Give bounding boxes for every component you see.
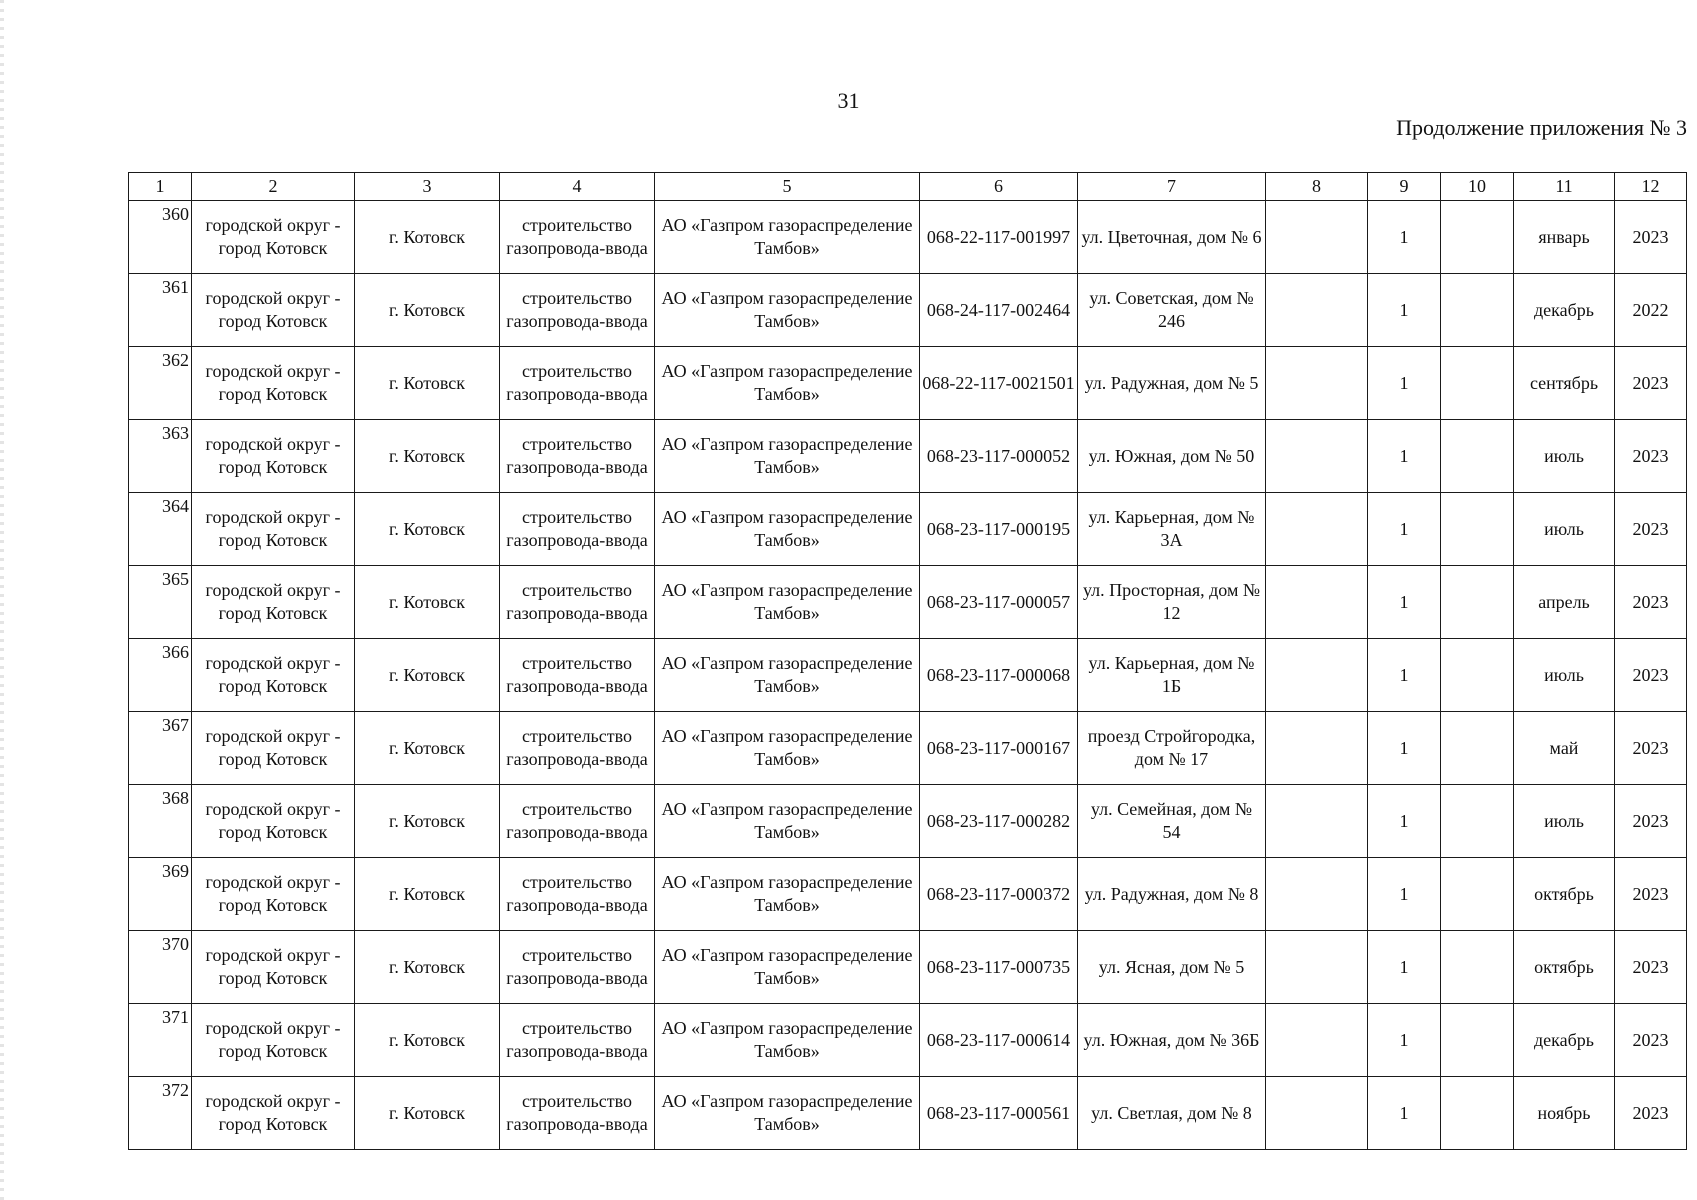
city-cell: г. Котовск <box>355 493 500 566</box>
row-number: 361 <box>129 274 192 347</box>
month-cell: июль <box>1514 639 1615 712</box>
quantity-cell: 1 <box>1368 347 1441 420</box>
registration-code-cell: 068-23-117-000561 <box>920 1077 1078 1150</box>
year-cell: 2023 <box>1615 493 1687 566</box>
work-type-cell: строительство газопровода-ввода <box>500 347 655 420</box>
year-cell: 2023 <box>1615 1077 1687 1150</box>
district-cell: городской округ - город Котовск <box>192 347 355 420</box>
column-10-cell <box>1441 639 1514 712</box>
month-cell: октябрь <box>1514 931 1615 1004</box>
table-row <box>129 639 1687 712</box>
address-cell: ул. Южная, дом № 36Б <box>1078 1004 1266 1077</box>
year-cell: 2023 <box>1615 785 1687 858</box>
organization-cell: АО «Газпром газораспределение Тамбов» <box>655 785 920 858</box>
work-type-cell: строительство газопровода-ввода <box>500 566 655 639</box>
organization-cell: АО «Газпром газораспределение Тамбов» <box>655 566 920 639</box>
table-row <box>129 858 1687 931</box>
quantity-cell: 1 <box>1368 201 1441 274</box>
organization-cell: АО «Газпром газораспределение Тамбов» <box>655 931 920 1004</box>
district-cell: городской округ - город Котовск <box>192 858 355 931</box>
address-cell: ул. Советская, дом № 246 <box>1078 274 1266 347</box>
column-8-cell <box>1266 347 1368 420</box>
work-type-cell: строительство газопровода-ввода <box>500 1004 655 1077</box>
organization-cell: АО «Газпром газораспределение Тамбов» <box>655 639 920 712</box>
column-10-cell <box>1441 1004 1514 1077</box>
quantity-cell: 1 <box>1368 420 1441 493</box>
year-cell: 2023 <box>1615 712 1687 785</box>
month-cell: декабрь <box>1514 274 1615 347</box>
district-cell: городской округ - город Котовск <box>192 639 355 712</box>
work-type-cell: строительство газопровода-ввода <box>500 931 655 1004</box>
month-cell: ноябрь <box>1514 1077 1615 1150</box>
district-cell: городской округ - город Котовск <box>192 931 355 1004</box>
city-cell: г. Котовск <box>355 931 500 1004</box>
month-cell: июль <box>1514 420 1615 493</box>
column-8-cell <box>1266 712 1368 785</box>
work-type-cell: строительство газопровода-ввода <box>500 785 655 858</box>
registration-code-cell: 068-23-117-000195 <box>920 493 1078 566</box>
city-cell: г. Котовск <box>355 712 500 785</box>
table-row <box>129 566 1687 639</box>
city-cell: г. Котовск <box>355 785 500 858</box>
col-header-12: 12 <box>1615 173 1687 201</box>
column-8-cell <box>1266 931 1368 1004</box>
row-number: 367 <box>129 712 192 785</box>
row-number: 360 <box>129 201 192 274</box>
column-10-cell <box>1441 785 1514 858</box>
address-cell: ул. Светлая, дом № 8 <box>1078 1077 1266 1150</box>
row-number: 365 <box>129 566 192 639</box>
work-type-cell: строительство газопровода-ввода <box>500 420 655 493</box>
organization-cell: АО «Газпром газораспределение Тамбов» <box>655 858 920 931</box>
city-cell: г. Котовск <box>355 1077 500 1150</box>
row-number: 366 <box>129 639 192 712</box>
district-cell: городской округ - город Котовск <box>192 1004 355 1077</box>
address-cell: ул. Радужная, дом № 5 <box>1078 347 1266 420</box>
table-row <box>129 712 1687 785</box>
work-type-cell: строительство газопровода-ввода <box>500 639 655 712</box>
gas-connection-table <box>128 172 1687 1150</box>
organization-cell: АО «Газпром газораспределение Тамбов» <box>655 274 920 347</box>
work-type-cell: строительство газопровода-ввода <box>500 493 655 566</box>
column-10-cell <box>1441 347 1514 420</box>
col-header-8: 8 <box>1266 173 1368 201</box>
district-cell: городской округ - город Котовск <box>192 274 355 347</box>
month-cell: июль <box>1514 785 1615 858</box>
scan-edge <box>0 0 4 1200</box>
year-cell: 2022 <box>1615 274 1687 347</box>
col-header-2: 2 <box>192 173 355 201</box>
row-number: 370 <box>129 931 192 1004</box>
year-cell: 2023 <box>1615 931 1687 1004</box>
year-cell: 2023 <box>1615 858 1687 931</box>
work-type-cell: строительство газопровода-ввода <box>500 201 655 274</box>
city-cell: г. Котовск <box>355 639 500 712</box>
table-row <box>129 1077 1687 1150</box>
month-cell: декабрь <box>1514 1004 1615 1077</box>
col-header-3: 3 <box>355 173 500 201</box>
work-type-cell: строительство газопровода-ввода <box>500 274 655 347</box>
row-number: 369 <box>129 858 192 931</box>
column-8-cell <box>1266 493 1368 566</box>
quantity-cell: 1 <box>1368 639 1441 712</box>
column-8-cell <box>1266 785 1368 858</box>
address-cell: ул. Южная, дом № 50 <box>1078 420 1266 493</box>
organization-cell: АО «Газпром газораспределение Тамбов» <box>655 1004 920 1077</box>
table-row <box>129 201 1687 274</box>
city-cell: г. Котовск <box>355 858 500 931</box>
organization-cell: АО «Газпром газораспределение Тамбов» <box>655 493 920 566</box>
col-header-4: 4 <box>500 173 655 201</box>
quantity-cell: 1 <box>1368 931 1441 1004</box>
table-row <box>129 785 1687 858</box>
column-10-cell <box>1441 493 1514 566</box>
quantity-cell: 1 <box>1368 493 1441 566</box>
quantity-cell: 1 <box>1368 566 1441 639</box>
month-cell: апрель <box>1514 566 1615 639</box>
city-cell: г. Котовск <box>355 1004 500 1077</box>
table-row <box>129 420 1687 493</box>
registration-code-cell: 068-23-117-000057 <box>920 566 1078 639</box>
column-8-cell <box>1266 201 1368 274</box>
city-cell: г. Котовск <box>355 274 500 347</box>
column-8-cell <box>1266 420 1368 493</box>
work-type-cell: строительство газопровода-ввода <box>500 1077 655 1150</box>
column-8-cell <box>1266 274 1368 347</box>
column-number-row <box>129 173 1687 201</box>
district-cell: городской округ - город Котовск <box>192 201 355 274</box>
quantity-cell: 1 <box>1368 1004 1441 1077</box>
row-number: 371 <box>129 1004 192 1077</box>
address-cell: ул. Радужная, дом № 8 <box>1078 858 1266 931</box>
organization-cell: АО «Газпром газораспределение Тамбов» <box>655 420 920 493</box>
quantity-cell: 1 <box>1368 858 1441 931</box>
column-8-cell <box>1266 639 1368 712</box>
quantity-cell: 1 <box>1368 1077 1441 1150</box>
district-cell: городской округ - город Котовск <box>192 420 355 493</box>
quantity-cell: 1 <box>1368 712 1441 785</box>
column-10-cell <box>1441 420 1514 493</box>
year-cell: 2023 <box>1615 566 1687 639</box>
month-cell: май <box>1514 712 1615 785</box>
district-cell: городской округ - город Котовск <box>192 566 355 639</box>
address-cell: проезд Стройгородка, дом № 17 <box>1078 712 1266 785</box>
table-row <box>129 931 1687 1004</box>
month-cell: январь <box>1514 201 1615 274</box>
organization-cell: АО «Газпром газораспределение Тамбов» <box>655 347 920 420</box>
city-cell: г. Котовск <box>355 201 500 274</box>
col-header-9: 9 <box>1368 173 1441 201</box>
address-cell: ул. Цветочная, дом № 6 <box>1078 201 1266 274</box>
col-header-10: 10 <box>1441 173 1514 201</box>
year-cell: 2023 <box>1615 420 1687 493</box>
page-number: 31 <box>837 88 860 113</box>
registration-code-cell: 068-23-117-000052 <box>920 420 1078 493</box>
work-type-cell: строительство газопровода-ввода <box>500 858 655 931</box>
year-cell: 2023 <box>1615 639 1687 712</box>
row-number: 364 <box>129 493 192 566</box>
registration-code-cell: 068-23-117-000167 <box>920 712 1078 785</box>
table-row <box>129 1004 1687 1077</box>
column-10-cell <box>1441 566 1514 639</box>
organization-cell: АО «Газпром газораспределение Тамбов» <box>655 1077 920 1150</box>
registration-code-cell: 068-23-117-000735 <box>920 931 1078 1004</box>
column-10-cell <box>1441 274 1514 347</box>
column-8-cell <box>1266 566 1368 639</box>
registration-code-cell: 068-23-117-000372 <box>920 858 1078 931</box>
year-cell: 2023 <box>1615 347 1687 420</box>
column-10-cell <box>1441 712 1514 785</box>
district-cell: городской округ - город Котовск <box>192 493 355 566</box>
column-10-cell <box>1441 858 1514 931</box>
district-cell: городской округ - город Котовск <box>192 712 355 785</box>
registration-code-cell: 068-23-117-000068 <box>920 639 1078 712</box>
address-cell: ул. Карьерная, дом № 3А <box>1078 493 1266 566</box>
registration-code-cell: 068-22-117-001997 <box>920 201 1078 274</box>
month-cell: сентябрь <box>1514 347 1615 420</box>
col-header-7: 7 <box>1078 173 1266 201</box>
column-8-cell <box>1266 1004 1368 1077</box>
address-cell: ул. Семейная, дом № 54 <box>1078 785 1266 858</box>
address-cell: ул. Ясная, дом № 5 <box>1078 931 1266 1004</box>
registration-code-cell: 068-24-117-002464 <box>920 274 1078 347</box>
year-cell: 2023 <box>1615 1004 1687 1077</box>
address-cell: ул. Просторная, дом № 12 <box>1078 566 1266 639</box>
city-cell: г. Котовск <box>355 566 500 639</box>
table-row <box>129 347 1687 420</box>
organization-cell: АО «Газпром газораспределение Тамбов» <box>655 712 920 785</box>
table-body <box>129 201 1687 1150</box>
work-type-cell: строительство газопровода-ввода <box>500 712 655 785</box>
col-header-5: 5 <box>655 173 920 201</box>
city-cell: г. Котовск <box>355 420 500 493</box>
col-header-6: 6 <box>920 173 1078 201</box>
table-row <box>129 493 1687 566</box>
city-cell: г. Котовск <box>355 347 500 420</box>
column-10-cell <box>1441 931 1514 1004</box>
registration-code-cell: 068-22-117-0021501 <box>920 347 1078 420</box>
year-cell: 2023 <box>1615 201 1687 274</box>
quantity-cell: 1 <box>1368 785 1441 858</box>
appendix-continuation-note: Продолжение приложения № 3 <box>1396 115 1687 140</box>
registration-code-cell: 068-23-117-000282 <box>920 785 1078 858</box>
district-cell: городской округ - город Котовск <box>192 1077 355 1150</box>
column-10-cell <box>1441 201 1514 274</box>
column-10-cell <box>1441 1077 1514 1150</box>
month-cell: июль <box>1514 493 1615 566</box>
table-row <box>129 274 1687 347</box>
organization-cell: АО «Газпром газораспределение Тамбов» <box>655 201 920 274</box>
col-header-11: 11 <box>1514 173 1615 201</box>
row-number: 368 <box>129 785 192 858</box>
month-cell: октябрь <box>1514 858 1615 931</box>
registration-code-cell: 068-23-117-000614 <box>920 1004 1078 1077</box>
column-8-cell <box>1266 858 1368 931</box>
row-number: 363 <box>129 420 192 493</box>
address-cell: ул. Карьерная, дом № 1Б <box>1078 639 1266 712</box>
col-header-1: 1 <box>129 173 192 201</box>
quantity-cell: 1 <box>1368 274 1441 347</box>
row-number: 362 <box>129 347 192 420</box>
column-8-cell <box>1266 1077 1368 1150</box>
row-number: 372 <box>129 1077 192 1150</box>
district-cell: городской округ - город Котовск <box>192 785 355 858</box>
